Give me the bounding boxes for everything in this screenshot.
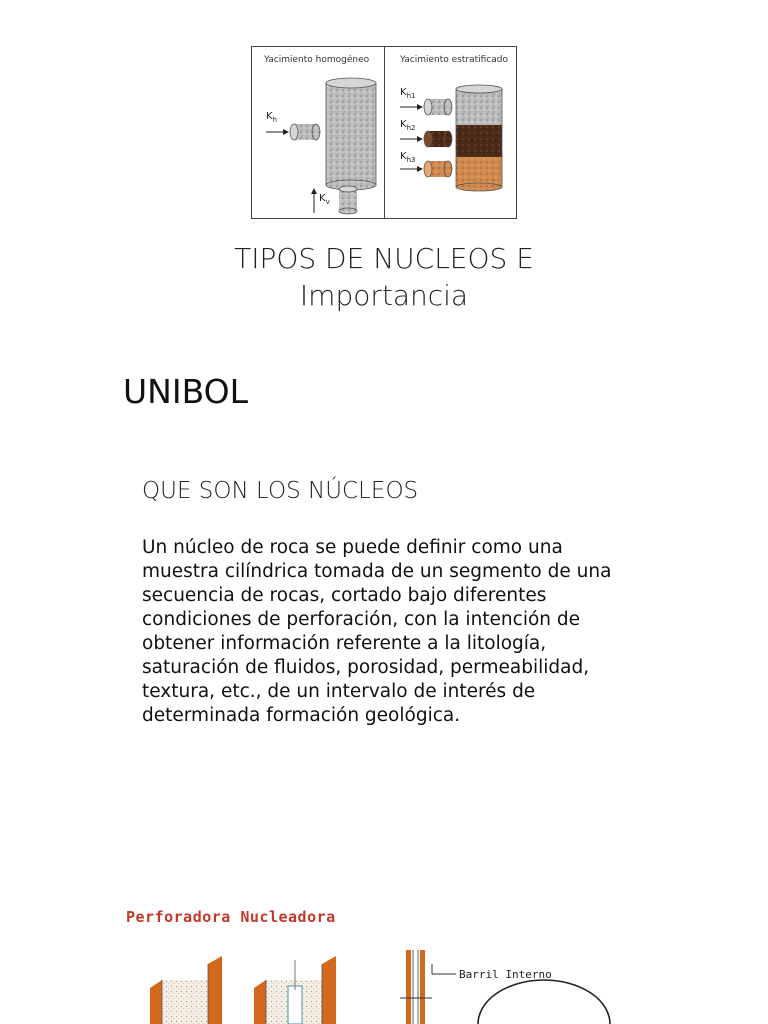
- stratified-core: [456, 85, 502, 191]
- horizontal-plug: [290, 124, 320, 140]
- kh1-label: $K_{h1}$: [400, 87, 416, 100]
- stratified-reservoir-title: Yacimiento estratificado: [400, 55, 508, 65]
- inner-barrel: [400, 950, 456, 1024]
- document-title: [0, 240, 768, 314]
- title-line-1: TIPOS DE NUCLEOS E: [234, 242, 534, 275]
- plug-layer-1: [424, 99, 452, 115]
- kh-label: $K_h$: [266, 111, 277, 124]
- plug-layer-2: [424, 131, 452, 147]
- homogeneous-reservoir-title: Yacimiento homogéneo: [264, 55, 370, 65]
- core-drill-figure: [120, 900, 640, 1024]
- borehole-1: [150, 956, 222, 1024]
- section-heading: QUE SON LOS NÚCLEOS: [142, 478, 419, 504]
- organization-name: UNIBOL: [123, 372, 248, 411]
- homogeneous-core: [326, 78, 376, 190]
- kh3-label: $K_{h3}$: [400, 151, 416, 164]
- detail-circle: [478, 980, 610, 1024]
- core-drill-diagram: [120, 900, 640, 1024]
- vertical-plug: [339, 186, 357, 214]
- kv-label: $K_v$: [319, 193, 330, 206]
- kh2-label: $K_{h2}$: [400, 119, 416, 132]
- title-line-2: Importancia: [299, 279, 469, 312]
- reservoir-diagram: [252, 47, 516, 218]
- reservoir-figure: [251, 46, 517, 219]
- inner-barrel-label: Barril Interno: [459, 968, 552, 981]
- body-paragraph: Un núcleo de roca se puede definir como una muestra cilíndrica tomada de un segmento de una secuencia de rocas, cortado bajo diferentes condiciones de perforación, con la intención de obtener información referente a la litología, saturación de fluidos, porosidad, permeabilidad, textura, etc., de un intervalo de interés de determinada formación geológica.: [142, 537, 612, 726]
- core-drill-figure-title: Perforadora Nucleadora: [126, 908, 336, 926]
- plug-layer-3: [424, 161, 452, 177]
- borehole-2: [254, 956, 336, 1024]
